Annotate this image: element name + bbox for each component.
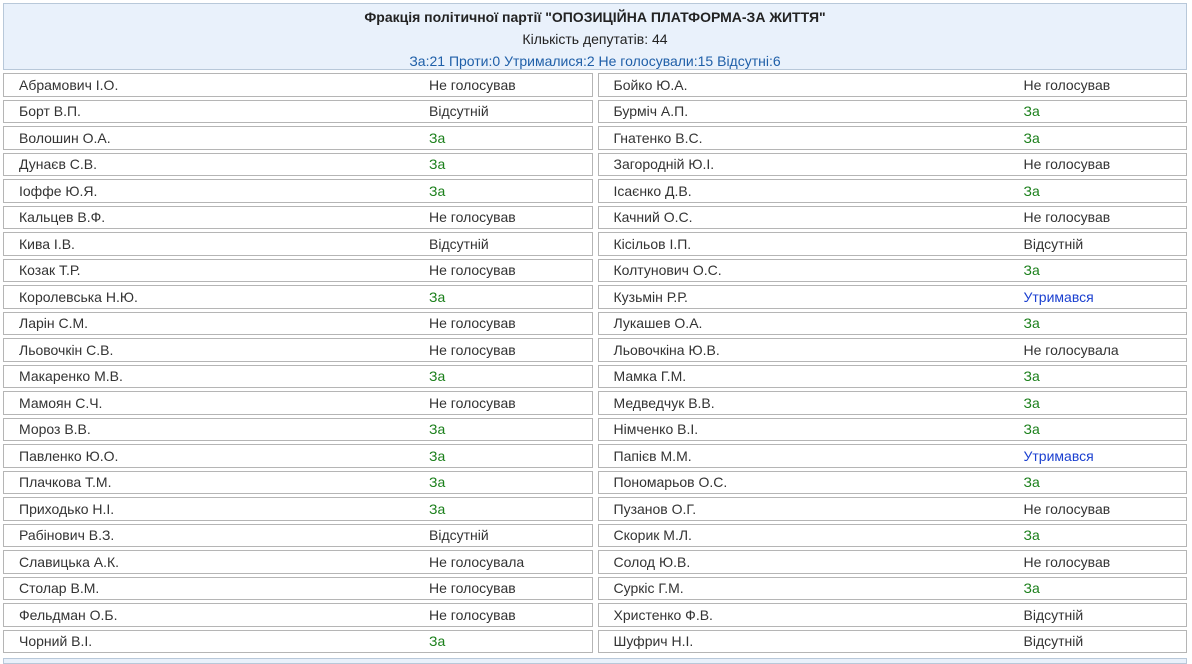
deputy-name: Макаренко М.В. [19, 368, 123, 385]
deputy-row [598, 100, 1188, 124]
deputy-vote: За [429, 182, 446, 199]
deputy-vote: Відсутній [1023, 633, 1084, 650]
deputy-name: Приходько Н.І. [19, 500, 115, 517]
deputy-row [3, 444, 593, 468]
deputy-vote: Не голосував [429, 580, 516, 597]
deputy-row [3, 259, 593, 283]
deputy-vote: За [429, 156, 446, 173]
deputy-row [3, 524, 593, 548]
deputy-name: Колтунович О.С. [613, 262, 722, 279]
deputy-row [3, 285, 593, 309]
deputy-vote: Відсутній [1023, 235, 1084, 252]
deputy-name: Папієв М.М. [613, 447, 692, 464]
deputy-vote: Не голосував [429, 341, 516, 358]
deputy-name: Христенко Ф.В. [613, 606, 713, 623]
deputy-row [598, 312, 1188, 336]
deputy-vote: За [1023, 103, 1040, 120]
deputy-row [598, 259, 1188, 283]
deputy-vote: За [429, 500, 446, 517]
deputy-vote: За [429, 288, 446, 305]
faction-vote-table [3, 3, 1187, 663]
deputy-row [598, 285, 1188, 309]
deputy-row [3, 126, 593, 150]
deputy-vote: За [429, 447, 446, 464]
faction-header [3, 3, 1187, 70]
vote-summary: За:21 Проти:0 Утрималися:2 Не голосували:15 Відсутні:6 [409, 53, 781, 69]
deputy-row [3, 206, 593, 230]
deputy-vote: Не голосував [1023, 553, 1111, 570]
table-footer [3, 658, 1187, 664]
deputy-name: Рабінович В.З. [19, 527, 115, 544]
deputy-row [598, 179, 1188, 203]
deputy-row [3, 471, 593, 495]
deputy-row [598, 471, 1188, 495]
deputy-vote: Не голосував [429, 315, 516, 332]
deputy-name: Льовочкін С.В. [19, 341, 114, 358]
deputy-row [3, 338, 593, 362]
deputy-vote: Не голосував [1023, 209, 1111, 226]
deputy-row [3, 179, 593, 203]
deputy-vote: За [429, 633, 446, 650]
deputy-row [3, 100, 593, 124]
deputy-vote: За [429, 421, 446, 438]
deputy-vote: За [1023, 368, 1040, 385]
deputy-row [598, 391, 1188, 415]
deputy-row [598, 524, 1188, 548]
deputy-name: Німченко В.І. [613, 421, 699, 438]
deputy-vote: Не голосував [429, 262, 516, 279]
deputy-row [598, 73, 1188, 97]
deputy-name: Мороз В.В. [19, 421, 91, 438]
deputy-name: Гнатенко В.С. [613, 129, 703, 146]
deputy-name: Пономарьов О.С. [613, 474, 728, 491]
deputy-name: Кузьмін Р.Р. [613, 288, 688, 305]
deputy-name: Мамоян С.Ч. [19, 394, 103, 411]
deputy-vote: За [1023, 129, 1040, 146]
deputy-name: Загородній Ю.І. [613, 156, 715, 173]
deputy-name: Медведчук В.В. [613, 394, 715, 411]
deputy-name: Мамка Г.М. [613, 368, 687, 385]
deputy-vote: Не голосував [429, 394, 516, 411]
deputy-name: Бурміч А.П. [613, 103, 689, 120]
deputy-vote: Не голосував [1023, 76, 1111, 93]
deputy-name: Королевська Н.Ю. [19, 288, 138, 305]
deputy-row [3, 312, 593, 336]
deputy-row [3, 630, 593, 654]
deputy-row [3, 153, 593, 177]
deputy-name: Льовочкіна Ю.В. [613, 341, 720, 358]
deputy-name: Славицька А.К. [19, 553, 120, 570]
deputy-name: Столар В.М. [19, 580, 100, 597]
deputy-vote: Відсутній [429, 235, 489, 252]
deputy-vote: Відсутній [1023, 606, 1084, 623]
deputy-row [598, 338, 1188, 362]
deputy-vote: Не голосувала [429, 553, 525, 570]
deputy-name: Чорний В.І. [19, 633, 93, 650]
deputy-row [3, 497, 593, 521]
deputy-column-left [3, 73, 593, 656]
deputy-row [598, 444, 1188, 468]
deputy-vote: За [429, 129, 446, 146]
deputy-row [598, 603, 1188, 627]
deputy-row [598, 153, 1188, 177]
deputy-vote: Не голосував [429, 76, 516, 93]
deputy-name: Кальцев В.Ф. [19, 209, 106, 226]
deputy-row [3, 365, 593, 389]
deputy-name: Ісаєнко Д.В. [613, 182, 692, 199]
deputy-name: Лукашев О.А. [613, 315, 703, 332]
deputy-vote: За [1023, 182, 1040, 199]
deputy-name: Бойко Ю.А. [613, 76, 688, 93]
deputy-vote: Не голосував [1023, 500, 1111, 517]
deputy-name: Козак Т.Р. [19, 262, 81, 279]
deputy-vote: Утримався [1023, 447, 1094, 464]
deputy-name: Волошин О.А. [19, 129, 111, 146]
deputy-vote: За [1023, 527, 1040, 544]
deputy-row [3, 418, 593, 442]
deputy-name: Пузанов О.Г. [613, 500, 697, 517]
deputy-name: Дунаєв С.В. [19, 156, 98, 173]
deputy-name: Фельдман О.Б. [19, 606, 118, 623]
deputy-vote: Відсутній [429, 527, 489, 544]
deputy-vote: За [429, 368, 446, 385]
deputy-name: Качний О.С. [613, 209, 693, 226]
deputy-vote: Не голосував [429, 606, 516, 623]
deputy-row [3, 232, 593, 256]
deputy-name: Іоффе Ю.Я. [19, 182, 98, 199]
deputy-vote: За [1023, 474, 1040, 491]
deputy-vote: Не голосував [1023, 156, 1111, 173]
deputy-vote: Відсутній [429, 103, 489, 120]
deputy-name: Абрамович І.О. [19, 76, 119, 93]
deputy-row [598, 418, 1188, 442]
deputy-row [3, 550, 593, 574]
deputy-vote: Не голосувала [1023, 341, 1119, 358]
deputy-name: Шуфрич Н.І. [613, 633, 694, 650]
deputy-name: Суркіс Г.М. [613, 580, 684, 597]
deputy-row [598, 577, 1188, 601]
deputy-name: Скорик М.Л. [613, 527, 692, 544]
deputy-row [598, 232, 1188, 256]
deputy-name: Ларін С.М. [19, 315, 89, 332]
deputy-row [598, 206, 1188, 230]
deputy-name: Солод Ю.В. [613, 553, 691, 570]
deputy-vote: Не голосував [429, 209, 516, 226]
deputy-name: Борт В.П. [19, 103, 81, 120]
deputy-name: Кісільов І.П. [613, 235, 692, 252]
deputy-row [3, 603, 593, 627]
deputy-vote: За [1023, 421, 1040, 438]
deputy-vote: За [1023, 394, 1040, 411]
deputy-vote: За [1023, 315, 1040, 332]
deputy-row [598, 126, 1188, 150]
deputy-row [598, 365, 1188, 389]
deputy-vote: За [1023, 580, 1040, 597]
deputy-row [3, 73, 593, 97]
deputy-vote: За [1023, 262, 1040, 279]
deputy-vote: За [429, 474, 446, 491]
deputy-name: Кива І.В. [19, 235, 75, 252]
deputy-row [598, 550, 1188, 574]
deputy-row [598, 630, 1188, 654]
faction-title: Фракція політичної партії "ОПОЗИЦІЙНА ПЛАТФОРМА-ЗА ЖИТТЯ" [364, 9, 826, 25]
deputy-count: Кількість депутатів: 44 [522, 31, 668, 47]
deputy-row [3, 391, 593, 415]
deputy-vote: Утримався [1023, 288, 1094, 305]
deputy-name: Павленко Ю.О. [19, 447, 119, 464]
deputy-column-right [598, 73, 1188, 656]
deputy-columns [3, 73, 1187, 656]
deputy-row [598, 497, 1188, 521]
deputy-name: Плачкова Т.М. [19, 474, 112, 491]
deputy-row [3, 577, 593, 601]
